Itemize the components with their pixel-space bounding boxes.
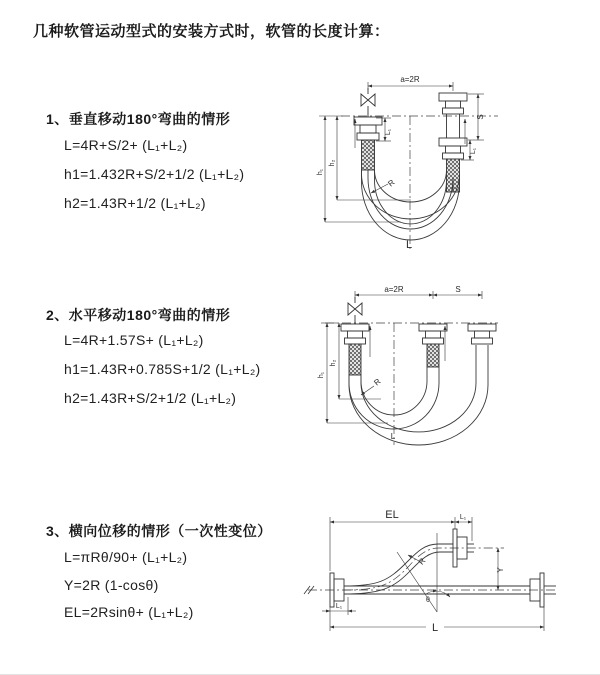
d1-label-l1-left: L₁	[385, 128, 392, 136]
page-title: 几种软管运动型式的安装方式时，软管的长度计算：	[33, 23, 390, 40]
d2-label-a2r: a=2R	[384, 285, 404, 294]
diagram-vertical-180-bend	[313, 70, 598, 265]
d2-label-s: S	[455, 285, 461, 294]
d2-hose-curves	[349, 345, 488, 445]
d1-label-s: S	[476, 114, 485, 120]
d2-centerlines	[325, 323, 498, 445]
diagram-lateral-displacement	[300, 505, 600, 645]
section3-formula-L: L=πRθ/90+ (L₁+L₂)	[64, 549, 188, 565]
d1-centerlines	[341, 116, 498, 250]
d2-dimension-lines	[321, 291, 482, 423]
section2-formula-h2: h2=1.43R+S/2+1/2 (L₁+L₂)	[64, 390, 237, 406]
d1-label-a2r: a=2R	[400, 75, 420, 84]
d3-label-y: Y	[496, 567, 505, 573]
d2-valve-icon	[348, 297, 362, 324]
d1-hose-curves	[362, 170, 460, 240]
d3-label-l1-top: L₁	[459, 514, 467, 521]
d2-label-l: L	[390, 432, 396, 441]
d3-dimension-lines	[322, 517, 544, 631]
d3-label-theta: θ	[426, 597, 430, 604]
d3-centerlines	[308, 548, 558, 590]
d2-right-pipe-fitting	[468, 324, 496, 344]
section3-heading: 3、横向位移的情形（一次性变位）	[46, 523, 272, 539]
section1-formula-L: L=4R+S/2+ (L₁+L₂)	[64, 137, 188, 153]
d3-labels	[336, 509, 505, 634]
diagram-horizontal-180-bend	[313, 283, 598, 461]
d1-right-pipe-fitting	[439, 93, 467, 192]
section1-heading: 1、垂直移动180°弯曲的情形	[46, 111, 231, 127]
section3-formula-Y: Y=2R (1-cosθ)	[64, 577, 159, 593]
d2-label-h2: h₂	[330, 359, 337, 367]
d3-label-l1-bottom: L₁	[335, 603, 343, 610]
section2-formula-L: L=4R+1.57S+ (L₁+L₂)	[64, 332, 204, 348]
d1-label-l1-right: L₁	[470, 147, 477, 155]
section1-formula-h1: h1=1.432R+S/2+1/2 (L₁+L₂)	[64, 166, 245, 182]
section2-formula-h1: h1=1.43R+0.785S+1/2 (L₁+L₂)	[64, 361, 261, 377]
d3-hose-s-curve	[344, 544, 453, 594]
d2-label-h1: h₁	[318, 371, 325, 379]
d2-left-pipe-fitting	[341, 324, 369, 375]
section2-heading: 2、水平移动180°弯曲的情形	[46, 307, 231, 323]
d1-label-l: L	[405, 239, 413, 251]
d2-label-r: R	[372, 376, 383, 388]
d1-left-pipe-fitting	[354, 117, 382, 170]
d1-label-h2: h₂	[329, 159, 336, 167]
d3-label-r: R	[416, 556, 428, 567]
d3-label-el: EL	[385, 509, 399, 521]
d3-label-l: L	[431, 622, 439, 634]
d1-label-r: R	[386, 177, 397, 189]
d2-middle-pipe-fitting	[419, 324, 447, 367]
d1-valve-icon	[361, 88, 375, 117]
d3-angle-construction	[397, 533, 450, 612]
d1-label-h1: h₁	[317, 168, 324, 176]
section3-formula-EL: EL=2Rsinθ+ (L₁+L₂)	[64, 604, 194, 620]
section1-formula-h2: h2=1.43R+1/2 (L₁+L₂)	[64, 195, 206, 211]
